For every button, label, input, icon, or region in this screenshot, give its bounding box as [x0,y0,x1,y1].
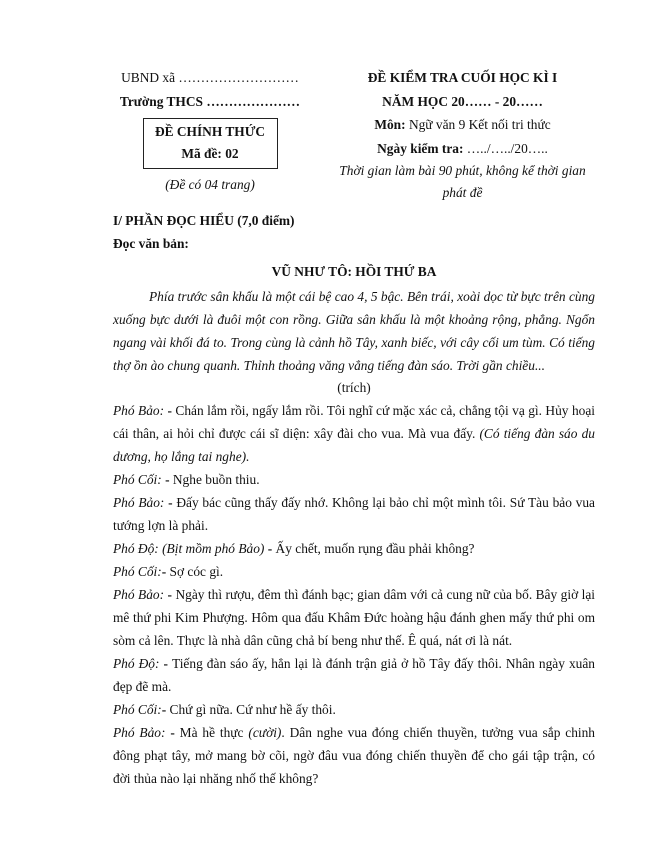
speech: Ấy chết, muốn rụng đầu phải không? [275,541,475,556]
dialogue-line [113,652,595,698]
dash: - [161,702,170,717]
dialogue-line [113,721,595,790]
dash: - [164,403,176,418]
dialogue-line [113,537,595,560]
speaker: Phó Bảo: [113,587,165,602]
stage-narration: Phía trước sân khấu là một cái bệ cao 4, 5 bậc. Bên trái, xoài dọc từ bực trên cùng xuống bực dưới là đuôi một con rồng. Giữa sân khấu là một khoảng rộng, phẳng. Ngổn ngang vài khối đá to. Trong cùng là cảnh hồ Tây, xanh biếc, với cây cối um tùm. Có tiếng thợ ồn ào chung quanh. Thỉnh thoảng văng vẳng tiếng đàn sáo. Trời gần chiều... [113,289,595,373]
dash: - [164,587,176,602]
speaker: Phó Cối: [113,564,162,579]
school-year: NĂM HỌC 20…… - 20…… [382,93,543,109]
speaker: Phó Cối: [113,472,162,487]
time-note-line-1: Thời gian làm bài 90 phút, không kể thời gian [339,163,586,178]
text-title: VŨ NHƯ TÔ: HỒI THỨ BA [271,264,437,279]
subject-value: Ngữ văn 9 Kết nối tri thức [405,117,551,132]
speaker: Phó Bảo: [113,725,166,740]
stage-direction: (Có tiếng đàn sáo du dương, họ lắng tai nghe). [113,426,595,464]
date-value: …../…../20….. [463,140,548,156]
speaker: Phó Bảo: [113,403,165,418]
dialogue-line [113,560,595,583]
dialogue-line [113,698,595,721]
school-line: Trường THCS ………………… [119,93,301,109]
speech: Nghe buồn thiu. [172,472,260,487]
speech: Sợ cóc gì. [169,564,224,579]
header-left [110,66,310,195]
speaker: Phó Cối: [113,702,162,717]
speech: Ngày thì rượu, đêm thì đánh bạc; gian dâm với cả cung nữ của bố. Bây giờ lại mê thứ phi Kim Phượng. Hôm qua đấu Khâm Đức hoàng hậu đánh ghen mấy thứ phi om sòm cả lên. Thực là nhà dân cũng chả bí beng như thế. Ê quá, nát ơi là nát. [113,587,595,648]
ubnd-line: UBND xã ……………………… [121,70,299,85]
speaker: Phó Độ: (Bịt mồm phó Bảo) [113,541,265,556]
dialogue-line [113,583,595,652]
stage-direction: (cười) [248,725,282,740]
speech: Chán lắm rồi, ngấy lắm rồi. Tôi nghĩ cứ mặc xác cả, chẳng tội vạ gì. Hủy hoại cái thân, ai hỏi chỉ được cái sĩ diện: xây đài cho vua. Mà vua đấy. [113,403,595,441]
dash: - [161,564,170,579]
dash: - [264,541,276,556]
header-right [330,66,595,204]
dialogue-line [113,491,595,537]
subject-line [330,113,595,137]
speaker: Phó Bảo: [113,495,165,510]
exam-title: ĐỀ KIỂM TRA CUỐI HỌC KÌ I [367,70,558,85]
date-line [330,137,595,161]
reading-instruction: Đọc văn bản: [113,236,189,251]
speaker: Phó Độ: [113,656,160,671]
speech: Mà hề thực [179,725,249,740]
dialogue-line [113,399,595,468]
dash: - [161,472,173,487]
speech-continued: . Dân nghe vua đóng chiến thuyền, tưởng vua sắp chinh đông phạt tây, mở mang bờ cõi, ngờ đâu vua đóng chiến thuyền để cho gái tập trận, có đời thủa nào lại nhăng nhố thế không? [113,725,596,786]
dash: - [164,495,177,510]
source-note: (trích) [337,380,371,395]
official-label: ĐỀ CHÍNH THỨC [154,124,266,139]
official-box [143,118,278,169]
dash: - [165,725,180,740]
subject-label: Môn: [374,117,406,132]
time-note-line-2: phát đề [442,185,483,200]
dialogue-line [113,468,595,491]
speech: Chứ gì nữa. Cứ như hề ấy thôi. [169,702,336,717]
dash: - [159,656,172,671]
speech: Tiếng đàn sáo ấy, hẳn lại là đánh trận giả ở hồ Tây đấy thôi. Nhân ngày xuân đẹp đẽ mà. [113,656,596,694]
section-heading: I/ PHẦN ĐỌC HIỂU (7,0 điểm) [113,213,295,228]
speech: Đấy bác cũng thấy đấy nhớ. Không lại bảo chỉ một mình tôi. Sứ Tàu bảo vua tướng lợn là phải. [113,495,596,533]
date-label: Ngày kiểm tra: [377,140,464,156]
time-note [330,160,595,204]
pages-note: (Đề có 04 trang) [165,177,255,192]
exam-code: Mã đề: 02 [181,146,239,161]
reading-section [113,209,595,790]
